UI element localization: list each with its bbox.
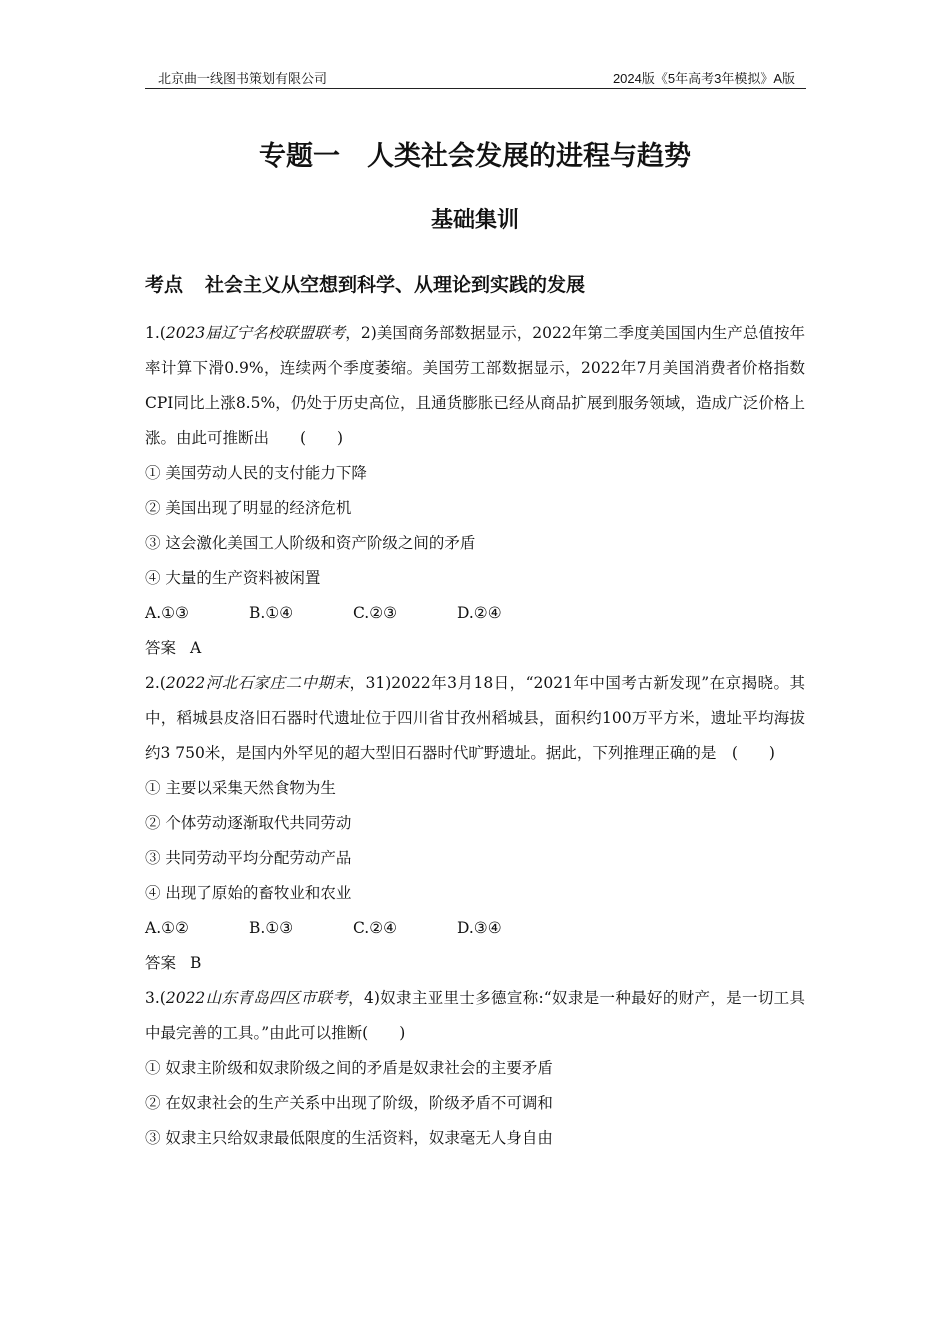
- question-source: 2022山东青岛四区市联考: [165, 989, 349, 1007]
- choice-b: B.①③: [249, 919, 294, 937]
- section-label: 考点: [145, 274, 184, 296]
- section-text: 社会主义从空想到科学、从理论到实践的发展: [205, 274, 586, 296]
- option-item: ③ 共同劳动平均分配劳动产品: [145, 849, 352, 867]
- answer-line: [145, 946, 805, 981]
- option-item: ③ 奴隶主只给奴隶最低限度的生活资料，奴隶毫无人身自由: [145, 1129, 553, 1147]
- option-item: ① 主要以采集天然食物为生: [145, 779, 336, 797]
- question-2-stem: 2.(2022河北石家庄二中期末，31)2022年3月18日，“2021年中国考古新发现”在京揭晓。其中，稻城县皮洛旧石器时代遗址位于四川省甘孜州稻城县，面积约100万平方米，遗址平均海拔约3 750米，是国内外罕见的超大型旧石器时代旷野遗址。据此，下列推理正确的是 ( ): [145, 674, 806, 762]
- page-title: 专题一 人类社会发展的进程与趋势: [259, 141, 691, 172]
- choice-c: C.②④: [353, 919, 398, 937]
- option-item: ② 美国出现了明显的经济危机: [145, 499, 352, 517]
- question-3-stem: 3.(2022山东青岛四区市联考，4)奴隶主亚里士多德宣称:“奴隶是一种最好的财产，是一切工具中最完善的工具。”由此可以推断( ): [145, 989, 805, 1042]
- choice-b: B.①④: [249, 604, 294, 622]
- option-item: ① 美国劳动人民的支付能力下降: [145, 464, 367, 482]
- option-item: ① 奴隶主阶级和奴隶阶级之间的矛盾是奴隶社会的主要矛盾: [145, 1059, 553, 1077]
- answer-choices: [145, 911, 805, 946]
- section-heading: [145, 270, 585, 297]
- question-1-stem: 1.(2023届辽宁名校联盟联考，2)美国商务部数据显示，2022年第二季度美国国内生产总值按年率计算下滑0.9%，连续两个季度萎缩。美国劳工部数据显示，2022年7月美国消费者价格指数CPI同比上涨8.5%，仍处于历史高位，且通货膨胀已经从商品扩展到服务领域，造成广泛价格上涨。由此可推断出 ( ): [145, 324, 805, 447]
- answer-value: B: [190, 954, 202, 972]
- option-item: ④ 出现了原始的畜牧业和农业: [145, 884, 352, 902]
- answer-label: 答案: [145, 954, 177, 972]
- page-subtitle: 基础集训: [430, 208, 519, 233]
- option-item: ④ 大量的生产资料被闲置: [145, 569, 321, 587]
- choice-a: A.①②: [145, 919, 189, 937]
- answer-choices: [145, 596, 805, 631]
- question-source: 2023届辽宁名校联盟联考: [165, 324, 346, 342]
- option-item: ② 个体劳动逐渐取代共同劳动: [145, 814, 352, 832]
- answer-label: 答案: [145, 639, 177, 657]
- choice-c: C.②③: [353, 604, 398, 622]
- edition-label: 2024版《5年高考3年模拟》A版: [612, 71, 795, 86]
- choice-d: D.③④: [457, 919, 502, 937]
- answer-value: A: [190, 639, 202, 657]
- question-source: 2022河北石家庄二中期末: [165, 674, 350, 692]
- answer-line: [145, 631, 805, 666]
- choice-a: A.①③: [145, 604, 189, 622]
- page-header: [145, 66, 806, 89]
- option-item: ③ 这会激化美国工人阶级和资产阶级之间的矛盾: [145, 534, 476, 552]
- option-item: ② 在奴隶社会的生产关系中出现了阶级，阶级矛盾不可调和: [145, 1094, 553, 1112]
- publisher-name: 北京曲一线图书策划有限公司: [158, 71, 328, 86]
- question-list: [145, 316, 805, 1156]
- choice-d: D.②④: [457, 604, 502, 622]
